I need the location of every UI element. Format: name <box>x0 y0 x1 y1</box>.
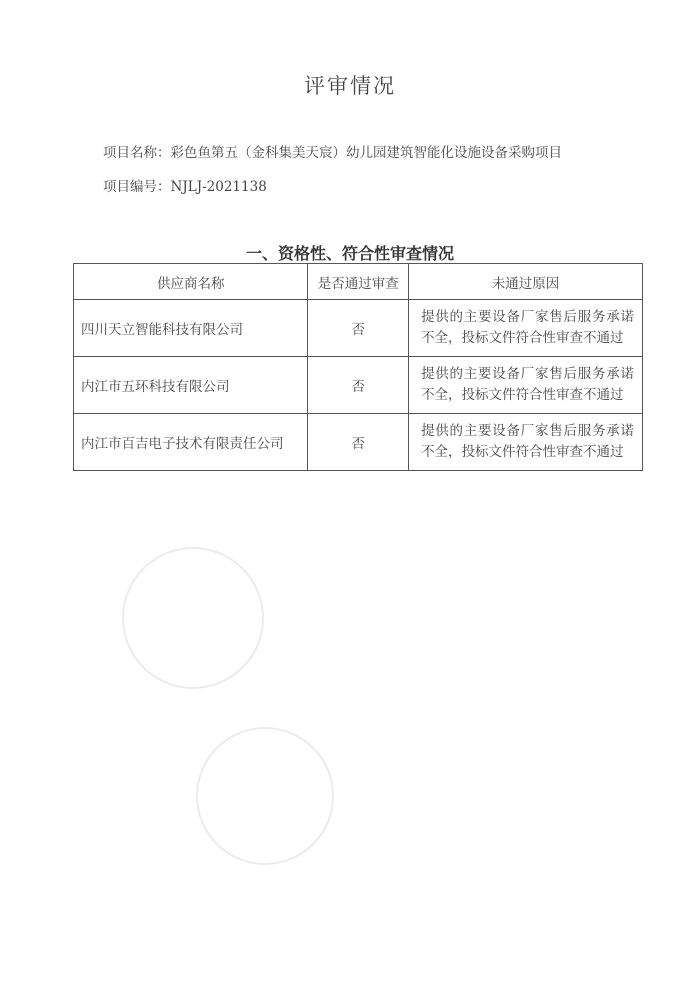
table-row <box>74 300 643 357</box>
header-reason: 未通过原因 <box>409 264 643 300</box>
project-code-line <box>103 175 267 195</box>
document-title: 评审情况 <box>304 74 396 98</box>
review-table <box>73 263 643 471</box>
project-name-line <box>103 141 562 161</box>
fail-reason: 提供的主要设备厂家售后服务承诺不全，投标文件符合性审查不通过 <box>409 414 643 471</box>
project-code-label: 项目编号： <box>103 179 171 195</box>
header-passed: 是否通过审查 <box>308 264 409 300</box>
table-row <box>74 357 643 414</box>
fail-reason: 提供的主要设备厂家售后服务承诺不全，投标文件符合性审查不通过 <box>409 300 643 357</box>
faded-seal-stamp <box>122 547 264 689</box>
table-header-row <box>74 264 643 300</box>
faded-seal-stamp <box>196 727 334 865</box>
section-title: 一、资格性、符合性审查情况 <box>245 244 454 263</box>
header-supplier: 供应商名称 <box>74 264 308 300</box>
fail-reason: 提供的主要设备厂家售后服务承诺不全，投标文件符合性审查不通过 <box>409 357 643 414</box>
project-code-value: NJLJ-2021138 <box>170 179 267 195</box>
table-row <box>74 414 643 471</box>
supplier-name: 四川天立智能科技有限公司 <box>74 300 308 357</box>
passed-value: 否 <box>308 414 409 471</box>
passed-value: 否 <box>308 357 409 414</box>
supplier-name: 内江市百吉电子技术有限责任公司 <box>74 414 308 471</box>
project-name-value: 彩色鱼第五（金科集美天宸）幼儿园建筑智能化设施设备采购项目 <box>170 145 562 161</box>
passed-value: 否 <box>308 300 409 357</box>
project-name-label: 项目名称： <box>103 145 171 161</box>
supplier-name: 内江市五环科技有限公司 <box>74 357 308 414</box>
